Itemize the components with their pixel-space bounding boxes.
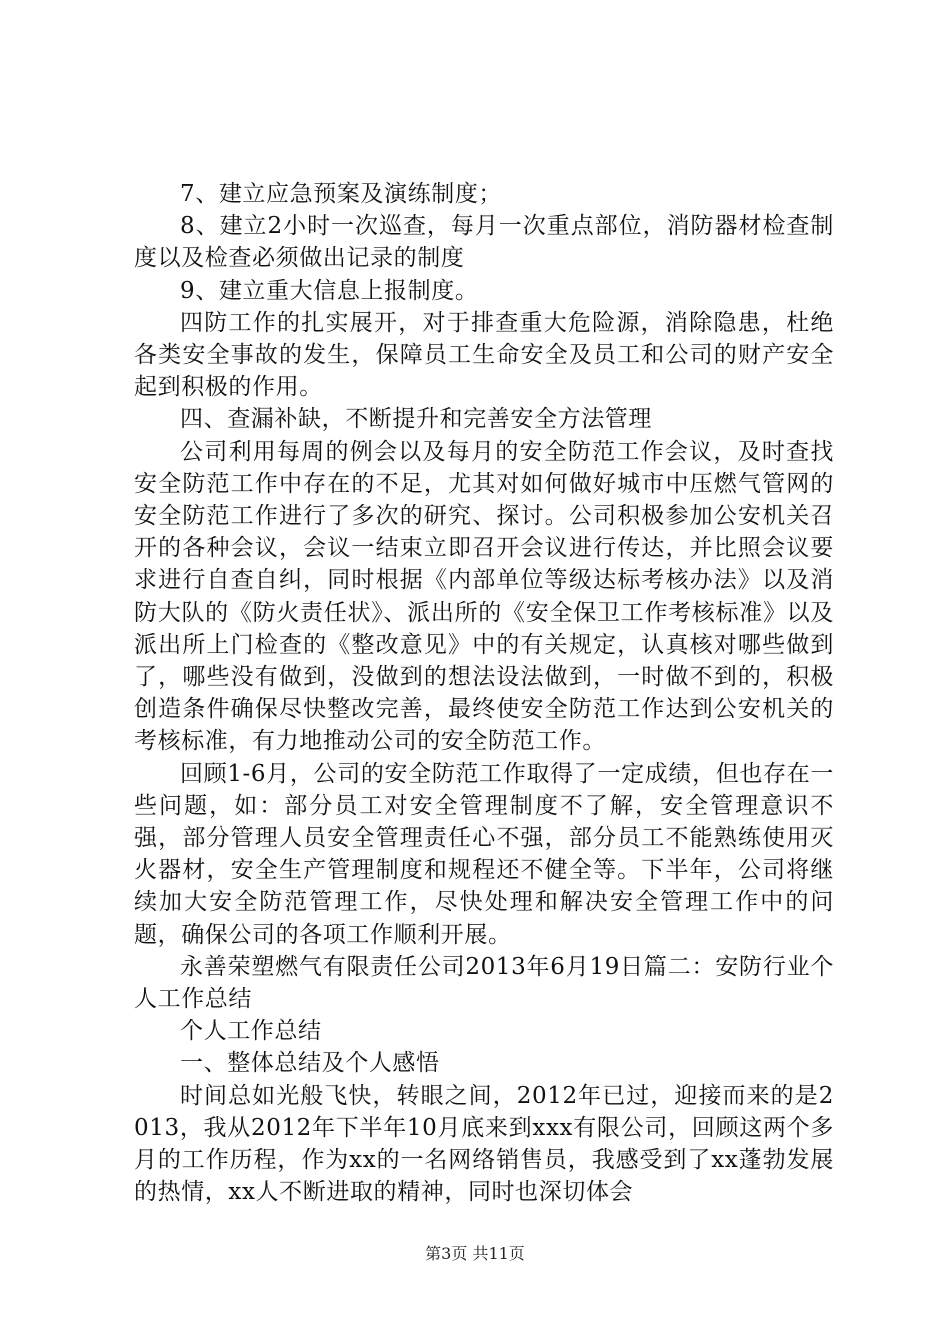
article-title: 个人工作总结 — [180, 1018, 322, 1045]
page-number-footer: 第3页 共11页 — [425, 1244, 525, 1263]
paragraph-item-8: 8、建立2小时一次巡查，每月一次重点部位，消防器材检查制度以及检查必须做出记录的制度 — [134, 213, 834, 272]
paragraph-signature-date: 永善荣塑燃气有限责任公司2013年6月19日篇二：安防行业个人工作总结 — [134, 953, 834, 1013]
section-heading-four: 四、查漏补缺，不断提升和完善安全方法管理 — [180, 406, 652, 433]
paragraph-time-flies: 时间总如光般飞快，转眼之间，2012年已过，迎接而来的是2013，我从2012年下半年10月底来到xxx有限公司，回顾这两个多月的工作历程，作为xx的一名网络销售员，我感受到了xx蓬勃发展的热情，xx人不断进取的精神，同时也深切体会 — [134, 1082, 834, 1206]
paragraph-review: 回顾1-6月，公司的安全防范工作取得了一定成绩，但也存在一些问题，如：部分员工对安全管理制度不了解，安全管理意识不强，部分管理人员安全管理责任心不强，部分员工不能熟练使用灭火器材，安全生产管理制度和规程还不健全等。下半年，公司将继续加大安全防范管理工作，尽快处理和解决安全管理工作中的问题，确保公司的各项工作顺利开展。 — [134, 760, 834, 948]
paragraph-item-9: 9、建立重大信息上报制度。 — [180, 277, 479, 304]
document-body — [134, 178, 834, 1209]
paragraph-meetings: 公司利用每周的例会以及每月的安全防范工作会议，及时查找安全防范工作中存在的不足，尤其对如何做好城市中压燃气管网的安全防范工作进行了多次的研究、探讨。公司积极参加公安机关召开的各种会议，会议一结束立即召开会议进行传达，并比照会议要求进行自查自纠，同时根据《内部单位等级达标考核办法》以及消防大队的《防火责任状》、派出所的《安全保卫工作考核标准》以及派出所上门检查的《整改意见》中的有关规定，认真核对哪些做到了，哪些没有做到，没做到的想法设法做到，一时做不到的，积极创造条件确保尽快整改完善，最终使安全防范工作达到公安机关的考核标准，有力地推动公司的安全防范工作。 — [134, 438, 834, 755]
section-heading-one: 一、整体总结及个人感悟 — [180, 1050, 440, 1077]
paragraph-four-defense-summary: 四防工作的扎实展开，对于排查重大危险源，消除隐患，杜绝各类安全事故的发生，保障员工生命安全及员工和公司的财产安全起到积极的作用。 — [134, 309, 834, 401]
paragraph-item-7: 7、建立应急预案及演练制度； — [180, 181, 503, 207]
